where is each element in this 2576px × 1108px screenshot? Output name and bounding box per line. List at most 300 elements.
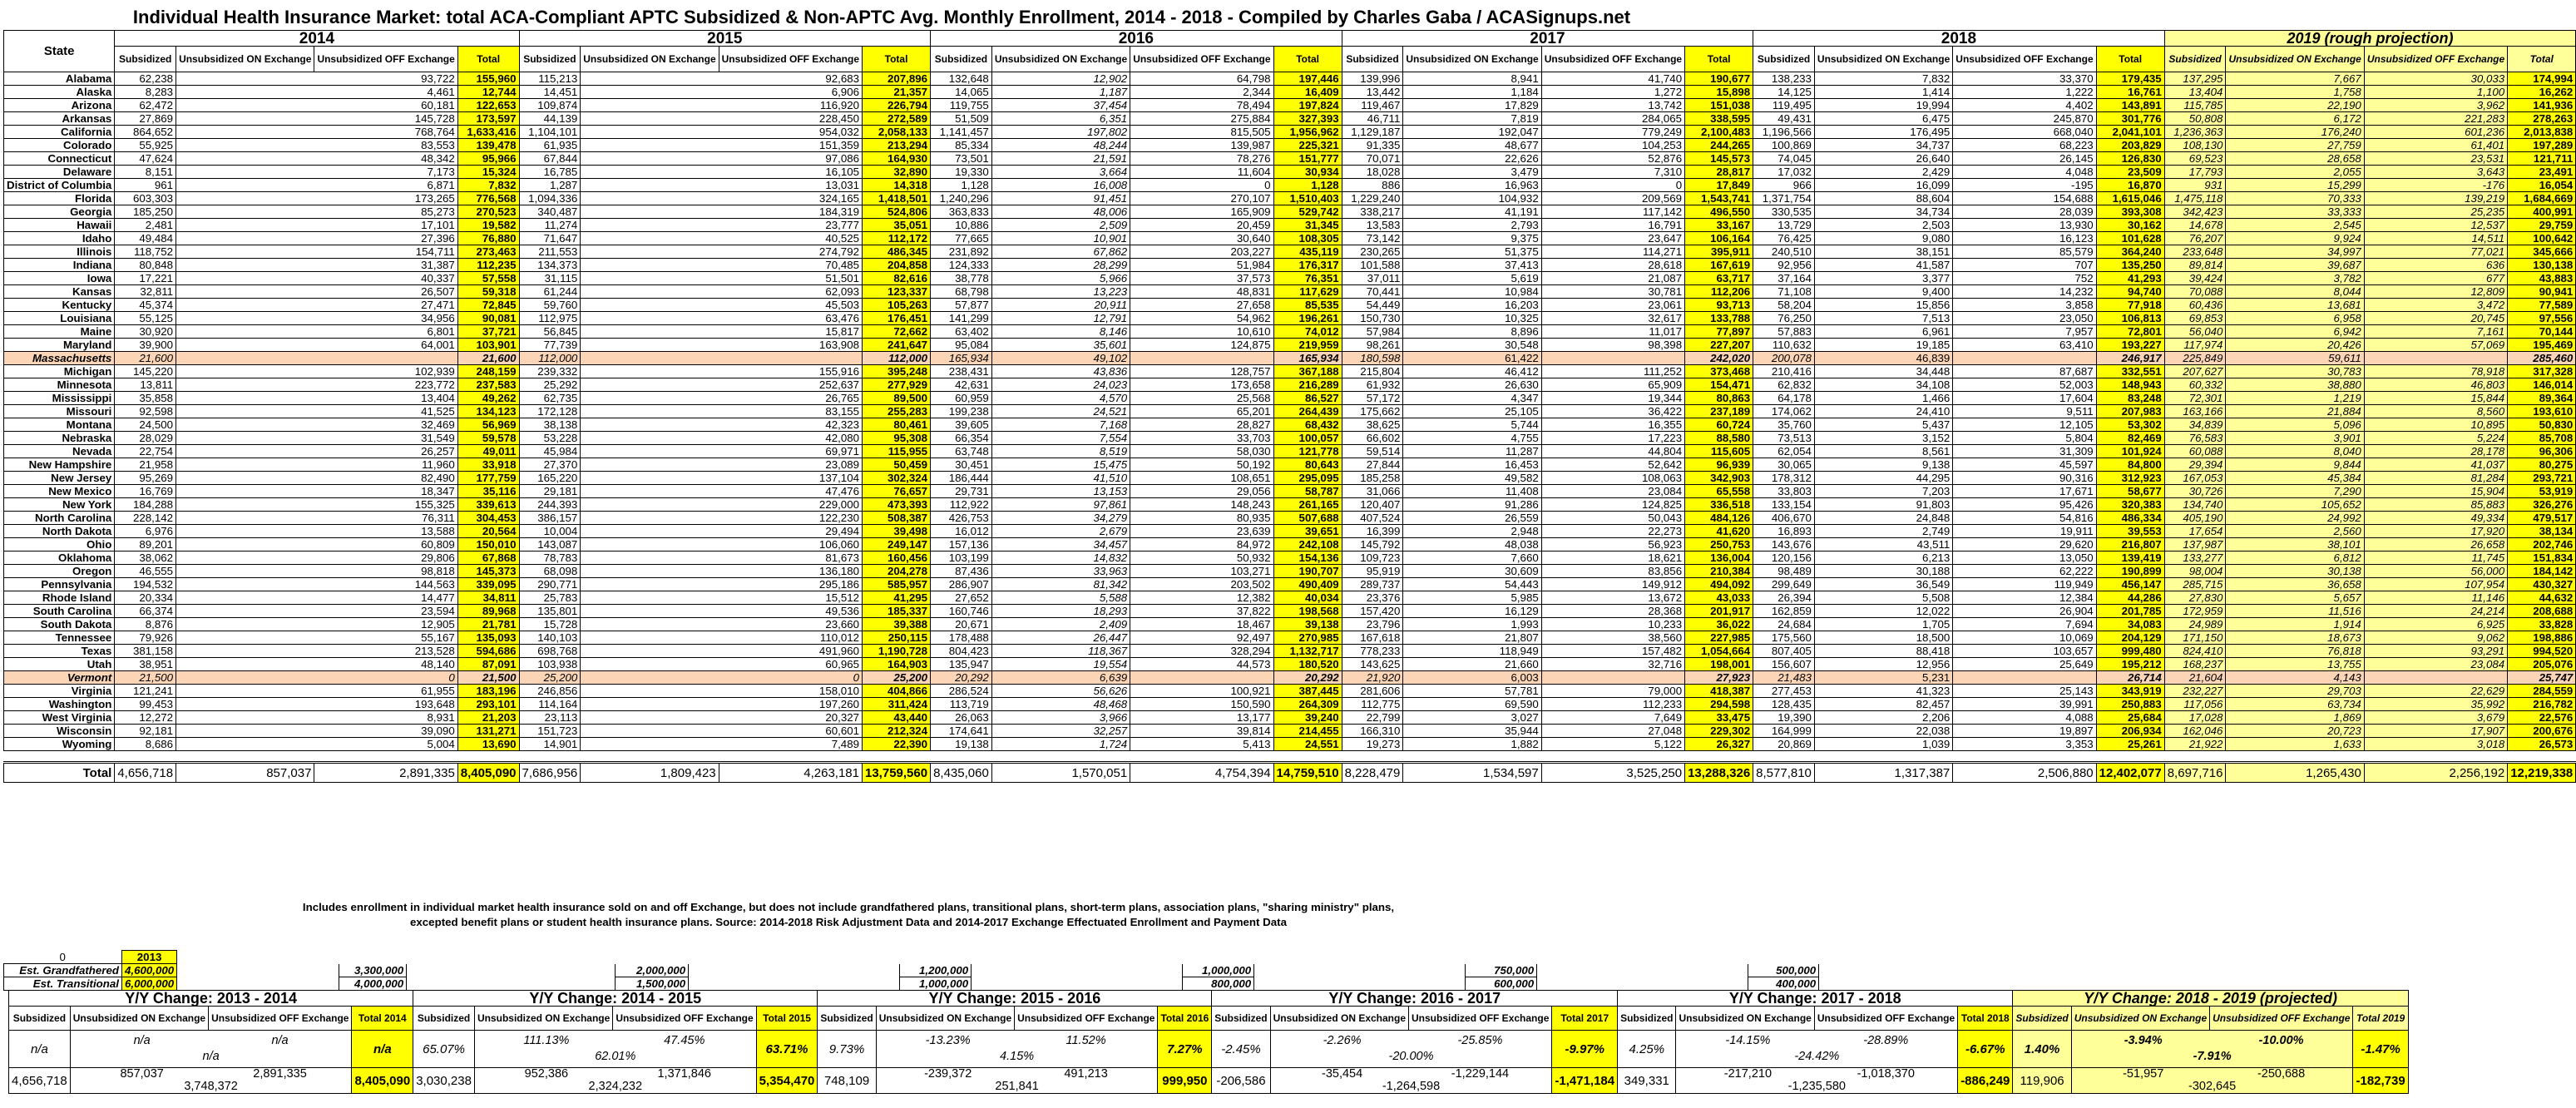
yoy-change-table (3, 990, 2409, 1094)
yoy-total-abs: -182,739 (2353, 1068, 2408, 1094)
value-cell: 84,972 (1130, 538, 1273, 552)
value-cell: 3,377 (1814, 272, 1952, 285)
proj-value-cell: 7,290 (2226, 485, 2364, 498)
proj-value-cell: 1,758 (2226, 86, 2364, 99)
proj-total-cell: 285,460 (2508, 352, 2576, 365)
yoy-on-value: 857,037 (120, 1067, 164, 1081)
value-cell: 95,919 (1342, 565, 1403, 578)
value-cell: 151,359 (581, 139, 863, 152)
total-value-cell: 1,809,423 (581, 763, 719, 783)
grand-total-cell: 13,759,560 (863, 763, 931, 783)
value-cell: 184,288 (115, 498, 176, 512)
value-cell: 99,453 (115, 698, 176, 711)
value-cell: 143,676 (1753, 538, 1815, 552)
value-cell: 1,882 (1403, 738, 1541, 751)
value-cell: 19,138 (931, 738, 992, 751)
value-cell: 29,806 (176, 552, 458, 565)
value-cell: 13,153 (991, 485, 1130, 498)
value-cell: 37,164 (1753, 272, 1815, 285)
value-cell: 16,453 (1403, 458, 1541, 472)
state-name: Kansas (4, 285, 115, 299)
value-cell: 55,167 (176, 631, 458, 645)
total-cell: 145,373 (457, 565, 519, 578)
state-row (4, 86, 2576, 99)
value-cell: 406,670 (1753, 512, 1815, 525)
proj-value-cell: 4,143 (2226, 671, 2364, 685)
state-name: Washington (4, 698, 115, 711)
proj-total-cell: 216,782 (2508, 698, 2576, 711)
total-cell: 242,020 (1685, 352, 1753, 365)
value-cell: 8,561 (1814, 445, 1952, 458)
value-cell: 39,605 (931, 418, 992, 432)
value-cell: 27,370 (519, 458, 581, 472)
blank-cell (1303, 964, 1384, 977)
footnote-line-1: Includes enrollment in individual market health insurance sold on and off Exchange, but does not include grandfathered plans, transitional plans, short-term plans, association plans, "sharing ministry" plans, (302, 901, 1395, 913)
value-cell: 44,139 (519, 112, 581, 126)
blank-cell (719, 751, 862, 763)
proj-value-cell: 232,227 (2164, 685, 2226, 698)
proj-value-cell: 1,633 (2226, 738, 2364, 751)
value-cell: 22,799 (1342, 711, 1403, 725)
value-cell: 229,000 (581, 498, 863, 512)
proj-value-cell: -176 (2364, 179, 2507, 192)
value-cell: 21,600 (115, 352, 176, 365)
value-cell: 26,257 (176, 445, 458, 458)
header-row-years (4, 31, 2576, 47)
proj-value-cell: 285,715 (2164, 578, 2226, 591)
proj-value-cell: 405,190 (2164, 512, 2226, 525)
value-cell: 752 (1953, 272, 2096, 285)
proj-value-cell: 3,472 (2364, 299, 2507, 312)
total-cell: 25,684 (2096, 711, 2164, 725)
total-cell: 31,345 (1273, 219, 1342, 232)
total-cell: 32,890 (863, 166, 931, 179)
blank-cell (1403, 751, 1541, 763)
proj-total-cell: 2,013,838 (2508, 126, 2576, 139)
total-cell: 295,095 (1273, 472, 1342, 485)
total-cell: 33,918 (457, 458, 519, 472)
blank-cell (1303, 977, 1384, 991)
estimates-row (4, 964, 1819, 977)
value-cell: 6,475 (1814, 112, 1952, 126)
proj-value-cell: 108,130 (2164, 139, 2226, 152)
proj-total-cell: 25,747 (2508, 671, 2576, 685)
value-cell: 21,087 (1541, 272, 1684, 285)
total-cell: 201,917 (1685, 605, 1753, 618)
value-cell: 14,065 (931, 86, 992, 99)
state-row (4, 339, 2576, 352)
value-cell: 23,376 (1342, 591, 1403, 605)
value-cell: 154,711 (176, 245, 458, 259)
proj-total-cell: 278,263 (2508, 112, 2576, 126)
total-cell: 214,455 (1273, 725, 1342, 738)
total-cell: 312,923 (2096, 472, 2164, 485)
total-cell: 26,714 (2096, 671, 2164, 685)
yoy-unsub-abs (1270, 1068, 1552, 1094)
total-cell: 122,653 (457, 99, 519, 112)
blank-cell (115, 751, 176, 763)
value-cell: 209,569 (1541, 192, 1684, 205)
value-cell: 19,390 (1753, 711, 1815, 725)
state-name: Connecticut (4, 152, 115, 166)
value-cell: 244,393 (519, 498, 581, 512)
value-cell: 103,938 (519, 658, 581, 671)
value-cell: 97,861 (991, 498, 1130, 512)
value-cell: 1,993 (1403, 618, 1541, 631)
value-cell: 65,909 (1541, 378, 1684, 392)
total-cell: 339,613 (457, 498, 519, 512)
col-total: Total 2019 (2353, 1007, 2408, 1031)
proj-value-cell: 29,394 (2164, 458, 2226, 472)
value-cell: 57,877 (931, 299, 992, 312)
yoy-combined-value: -1,235,580 (1787, 1080, 1846, 1093)
total-cell: 277,929 (863, 378, 931, 392)
value-cell: 165,934 (931, 352, 992, 365)
value-cell: 1,094,336 (519, 192, 581, 205)
value-cell: 91,335 (1342, 139, 1403, 152)
value-cell: 22,038 (1814, 725, 1952, 738)
total-cell: 190,899 (2096, 565, 2164, 578)
value-cell: 0 (176, 671, 458, 685)
value-cell: 245,870 (1953, 112, 2096, 126)
proj-value-cell: 1,219 (2226, 392, 2364, 405)
value-cell: 12,902 (991, 72, 1130, 86)
value-cell: 34,956 (176, 312, 458, 325)
total-cell: 56,969 (457, 418, 519, 432)
proj-value-cell: 24,989 (2164, 618, 2226, 631)
total-cell: 494,092 (1685, 578, 1753, 591)
value-cell: 698,768 (519, 645, 581, 658)
value-cell: 25,105 (1403, 405, 1541, 418)
proj-value-cell: 21,922 (2164, 738, 2226, 751)
total-cell: 40,034 (1273, 591, 1342, 605)
total-cell: 68,432 (1273, 418, 1342, 432)
blank-cell (258, 951, 339, 964)
value-cell: 15,728 (519, 618, 581, 631)
yoy-title: Y/Y Change: 2014 - 2015 (413, 991, 818, 1007)
proj-total-cell: 1,684,669 (2508, 192, 2576, 205)
value-cell: 16,769 (115, 485, 176, 498)
yoy-total-abs: 8,405,090 (352, 1068, 413, 1094)
proj-value-cell: 30,726 (2164, 485, 2226, 498)
value-cell: 1,196,566 (1753, 126, 1815, 139)
value-cell: 1,287 (519, 179, 581, 192)
value-cell: 8,146 (991, 325, 1130, 339)
state-name: Alaska (4, 86, 115, 99)
value-cell: 215,804 (1342, 365, 1403, 378)
value-cell: 27,869 (115, 112, 176, 126)
total-cell: 204,129 (2096, 631, 2164, 645)
value-cell: 1,371,754 (1753, 192, 1815, 205)
value-cell: 34,448 (1814, 365, 1952, 378)
value-cell: 50,932 (1130, 552, 1273, 565)
value-cell: 71,647 (519, 232, 581, 245)
total-cell: 264,309 (1273, 698, 1342, 711)
total-cell: 179,435 (2096, 72, 2164, 86)
value-cell: 166,310 (1342, 725, 1403, 738)
blank-cell (457, 751, 519, 763)
proj-total-cell: 16,262 (2508, 86, 2576, 99)
state-name: Colorado (4, 139, 115, 152)
proj-value-cell: 61,401 (2364, 139, 2507, 152)
year-header: 2016 (931, 31, 1342, 47)
total-cell: 327,393 (1273, 112, 1342, 126)
yoy-unsub-abs (876, 1068, 1158, 1094)
col-unsub-off: Unsubsidized OFF Exchange (2364, 47, 2507, 72)
value-cell: 8,941 (1403, 72, 1541, 86)
total-cell: 151,777 (1273, 152, 1342, 166)
total-cell: 12,744 (457, 86, 519, 99)
value-cell: 252,637 (581, 378, 863, 392)
value-cell: 2,344 (1130, 86, 1273, 99)
total-cell: 342,903 (1685, 472, 1753, 485)
total-value-cell: 857,037 (176, 763, 314, 783)
value-cell: 10,886 (931, 219, 992, 232)
proj-value-cell: 17,028 (2164, 711, 2226, 725)
value-cell: 7,819 (1403, 112, 1541, 126)
proj-value-cell: 2,545 (2226, 219, 2364, 232)
value-cell: 7,694 (1953, 618, 2096, 631)
value-cell: 20,334 (115, 591, 176, 605)
value-cell: 707 (1953, 259, 2096, 272)
value-cell: 15,817 (581, 325, 863, 339)
value-cell: 29,620 (1953, 538, 2096, 552)
value-cell: 92,181 (115, 725, 176, 738)
yoy-unsub-abs (1676, 1068, 1958, 1094)
proj-value-cell: 8,560 (2364, 405, 2507, 418)
trans-value: 4,000,000 (339, 977, 407, 991)
blank-cell (1587, 964, 1667, 977)
value-cell: 26,394 (1753, 591, 1815, 605)
yoy-split (1679, 1068, 1955, 1081)
proj-value-cell: 25,235 (2364, 205, 2507, 219)
value-cell: 82,457 (1814, 698, 1952, 711)
total-cell: 33,475 (1685, 711, 1753, 725)
value-cell: 26,145 (1953, 152, 2096, 166)
value-cell: 3,353 (1953, 738, 2096, 751)
value-cell: 150,730 (1342, 312, 1403, 325)
yoy-split (2074, 1068, 2351, 1081)
state-name: New Mexico (4, 485, 115, 498)
proj-value-cell: 21,884 (2226, 405, 2364, 418)
yoy-split (477, 1033, 754, 1049)
proj-total-cell: 80,275 (2508, 458, 2576, 472)
proj-value-cell: 34,839 (2164, 418, 2226, 432)
value-cell: 5,966 (991, 272, 1130, 285)
total-cell: 395,911 (1685, 245, 1753, 259)
yoy-split (477, 1068, 754, 1081)
yoy-off-value: 491,213 (1064, 1067, 1108, 1081)
proj-value-cell: 172,959 (2164, 605, 2226, 618)
col-total: Total 2017 (1552, 1007, 1618, 1031)
total-cell: 89,968 (457, 605, 519, 618)
total-cell: 302,324 (863, 472, 931, 485)
value-cell: 12,382 (1130, 591, 1273, 605)
total-cell: 173,597 (457, 112, 519, 126)
proj-total-cell: 50,830 (2508, 418, 2576, 432)
value-cell (1541, 352, 1684, 365)
proj-total-cell: 38,134 (2508, 525, 2576, 538)
value-cell: 64,798 (1130, 72, 1273, 86)
yoy-split (73, 1068, 349, 1081)
footnote-line-2: excepted benefit plans or student health insurance plans. Source: 2014-2018 Risk Adjustment Data and 2014-2017 Exchange Effectuated Enrollment and Payment Data (410, 916, 1287, 928)
blank-cell (1587, 977, 1667, 991)
value-cell: 54,443 (1403, 578, 1541, 591)
value-cell: 11,604 (1130, 166, 1273, 179)
value-cell: 57,883 (1753, 325, 1815, 339)
proj-value-cell: 60,332 (2164, 378, 2226, 392)
value-cell: 76,250 (1753, 312, 1815, 325)
proj-value-cell: 60,088 (2164, 445, 2226, 458)
blank-cell (1537, 977, 1587, 991)
col-unsub-off: Unsubsidized OFF Exchange (1953, 47, 2096, 72)
value-cell: 119,495 (1753, 99, 1815, 112)
proj-value-cell: 26,658 (2364, 538, 2507, 552)
value-cell: 98,818 (176, 565, 458, 578)
state-name: Rhode Island (4, 591, 115, 605)
value-cell: 110,632 (1753, 339, 1815, 352)
col-unsub-off: Unsubsidized OFF Exchange (1814, 1007, 1957, 1031)
value-cell: 28,618 (1541, 259, 1684, 272)
value-cell: 112,233 (1541, 698, 1684, 711)
value-cell: 4,402 (1953, 99, 2096, 112)
value-cell: 16,399 (1342, 525, 1403, 538)
total-cell: 216,807 (2096, 538, 2164, 552)
value-cell: 19,994 (1814, 99, 1952, 112)
total-cell: 195,212 (2096, 658, 2164, 671)
value-cell: 37,413 (1403, 259, 1541, 272)
total-cell: 204,278 (863, 565, 931, 578)
proj-total-cell: 70,144 (2508, 325, 2576, 339)
value-cell: 197,802 (991, 126, 1130, 139)
proj-value-cell: 76,583 (2164, 432, 2226, 445)
proj-value-cell: 133,277 (2164, 552, 2226, 565)
blank-cell (1021, 964, 1101, 977)
value-cell: 2,509 (991, 219, 1130, 232)
value-cell: 91,451 (991, 192, 1130, 205)
value-cell: 33,703 (1130, 432, 1273, 445)
total-cell: 270,523 (457, 205, 519, 219)
value-cell: 966 (1753, 179, 1815, 192)
value-cell: 23,796 (1342, 618, 1403, 631)
total-cell: 53,302 (2096, 418, 2164, 432)
yoy-on-value: n/a (133, 1034, 151, 1047)
value-cell: 81,673 (581, 552, 863, 565)
value-cell: 76,425 (1753, 232, 1815, 245)
value-cell: 23,084 (1541, 485, 1684, 498)
value-cell: 100,921 (1130, 685, 1273, 698)
value-cell: 2,679 (991, 525, 1130, 538)
total-cell: 39,553 (2096, 525, 2164, 538)
value-cell: 145,728 (176, 112, 458, 126)
value-cell: 26,559 (1403, 512, 1541, 525)
state-name: Mississippi (4, 392, 115, 405)
yoy-title: Y/Y Change: 2013 - 2014 (9, 991, 413, 1007)
value-cell: 25,200 (519, 671, 581, 685)
proj-value-cell: 30,033 (2364, 72, 2507, 86)
proj-value-cell: 5,096 (2226, 418, 2364, 432)
value-cell: 6,801 (176, 325, 458, 339)
proj-value-cell: 24,992 (2226, 512, 2364, 525)
total-cell: 197,824 (1273, 99, 1342, 112)
proj-value-cell: 6,925 (2364, 618, 2507, 631)
blank-cell (1384, 951, 1466, 964)
yoy-off-value: 1,371,846 (657, 1067, 711, 1081)
total-cell: 177,759 (457, 472, 519, 485)
total-cell: 496,550 (1685, 205, 1753, 219)
trans-value: 1,000,000 (900, 977, 972, 991)
value-cell: 203,227 (1130, 245, 1273, 259)
state-name: Florida (4, 192, 115, 205)
blank-cell (900, 951, 972, 964)
value-cell: 124,875 (1130, 339, 1273, 352)
value-cell: 19,344 (1541, 392, 1684, 405)
value-cell: 110,012 (581, 631, 863, 645)
state-name: Utah (4, 658, 115, 671)
value-cell: 47,476 (581, 485, 863, 498)
proj-value-cell: 21,604 (2164, 671, 2226, 685)
value-cell: 49,536 (581, 605, 863, 618)
grand-total-cell: 12,402,077 (2096, 763, 2164, 783)
value-cell: 295,186 (581, 578, 863, 591)
proj-value-cell: 14,511 (2364, 232, 2507, 245)
value-cell: 16,099 (1814, 179, 1952, 192)
blank-cell (2508, 751, 2576, 763)
total-cell: 1,418,501 (863, 192, 931, 205)
total-cell: 28,817 (1685, 166, 1753, 179)
state-name: Hawaii (4, 219, 115, 232)
value-cell: 31,387 (176, 259, 458, 272)
value-cell: 92,956 (1753, 259, 1815, 272)
proj-value-cell: 59,611 (2226, 352, 2364, 365)
yoy-total-pct: 63.71% (756, 1031, 818, 1068)
blank-cell (689, 964, 738, 977)
blank-cell (1183, 951, 1254, 964)
value-cell (1541, 671, 1684, 685)
value-cell: 61,932 (1342, 378, 1403, 392)
value-cell: 185,250 (115, 205, 176, 219)
value-cell: 35,944 (1403, 725, 1541, 738)
value-cell: 66,602 (1342, 432, 1403, 445)
value-cell: 17,032 (1753, 166, 1815, 179)
proj-value-cell: 33,333 (2226, 205, 2364, 219)
value-cell: 16,355 (1541, 418, 1684, 432)
total-cell: 273,463 (457, 245, 519, 259)
value-cell: 22,273 (1541, 525, 1684, 538)
total-cell: 242,108 (1273, 538, 1342, 552)
state-row (4, 498, 2576, 512)
col-unsub-on: Unsubsidized ON Exchange (991, 47, 1130, 72)
blank-cell (1667, 977, 1748, 991)
blank-cell (1101, 964, 1183, 977)
total-cell: 30,162 (2096, 219, 2164, 232)
total-cell: 418,387 (1685, 685, 1753, 698)
value-cell: 154,688 (1953, 192, 2096, 205)
year-2013: 2013 (122, 951, 177, 964)
value-cell: 175,560 (1753, 631, 1815, 645)
value-cell: 34,457 (991, 538, 1130, 552)
value-cell: 63,748 (931, 445, 992, 458)
blank-cell (818, 977, 900, 991)
total-cell: 89,500 (863, 392, 931, 405)
value-cell: 108,063 (1541, 472, 1684, 485)
total-cell: 1,054,664 (1685, 645, 1753, 658)
total-cell: 30,934 (1273, 166, 1342, 179)
proj-total-cell: 77,589 (2508, 299, 2576, 312)
grand-2013: 4,600,000 (122, 964, 177, 977)
value-cell: 66,374 (115, 605, 176, 618)
value-cell: 24,500 (115, 418, 176, 432)
